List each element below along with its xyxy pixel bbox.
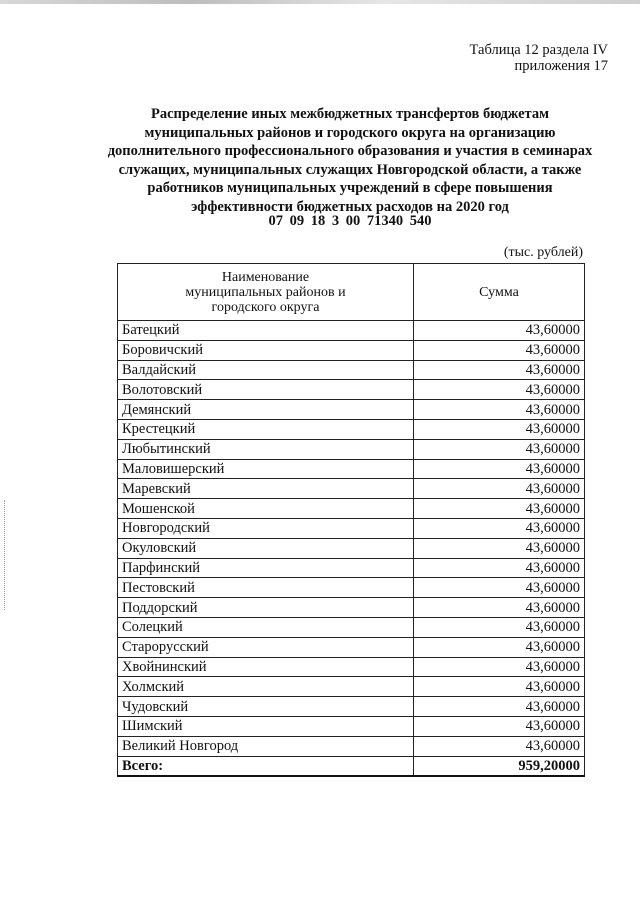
district-amount: 43,60000: [414, 657, 585, 677]
table-row: [118, 558, 585, 578]
budget-code: 07 09 18 3 00 71340 540: [268, 213, 432, 229]
district-name: Шимский: [118, 716, 414, 736]
district-name: Любытинский: [118, 439, 414, 459]
table-row: [118, 716, 585, 736]
table-row: [118, 479, 585, 499]
table-row: [118, 677, 585, 697]
table-row: [118, 439, 585, 459]
district-amount: 43,60000: [414, 578, 585, 598]
district-amount: 43,60000: [414, 736, 585, 756]
district-name: Валдайский: [118, 360, 414, 380]
district-name: Окуловский: [118, 538, 414, 558]
district-name: Великий Новгород: [118, 736, 414, 756]
reference-line-1: Таблица 12 раздела IV: [469, 42, 608, 58]
table-row: [118, 380, 585, 400]
total-row: [118, 756, 585, 776]
title-line: дополнительного профессионального образования и участия в семинарах: [107, 143, 593, 159]
title-line: служащих, муниципальных служащих Новгородской области, а также: [118, 161, 582, 178]
district-name: Чудовский: [118, 697, 414, 717]
district-amount: 43,60000: [414, 637, 585, 657]
district-amount: 43,60000: [414, 697, 585, 717]
title-line: работников муниципальных учреждений в сфере повышения: [147, 180, 553, 196]
district-amount: 43,60000: [414, 518, 585, 538]
table-row: [118, 617, 585, 637]
district-name: Солецкий: [118, 617, 414, 637]
scan-edge-artifact: [0, 0, 640, 4]
district-amount: 43,60000: [414, 321, 585, 341]
district-amount: 43,60000: [414, 677, 585, 697]
district-name: Батецкий: [118, 321, 414, 341]
allocation-table: [117, 263, 585, 777]
district-name: Крестецкий: [118, 419, 414, 439]
title-line: эффективности бюджетных расходов на 2020 год: [191, 198, 509, 215]
table-reference: [470, 42, 608, 74]
reference-line-2: приложения 17: [514, 58, 608, 74]
table-row: [118, 657, 585, 677]
header-name-line: муниципальных районов и: [185, 284, 346, 300]
scan-margin-artifact: [4, 500, 6, 610]
district-name: Демянский: [118, 400, 414, 420]
column-header-sum: Сумма: [414, 264, 585, 321]
table-body: [118, 321, 585, 757]
table-row: [118, 499, 585, 519]
table-row: [118, 736, 585, 756]
unit-label: (тыс. рублей): [503, 245, 583, 260]
table-row: [118, 637, 585, 657]
table-row: [118, 518, 585, 538]
district-amount: 43,60000: [414, 598, 585, 618]
table-header-row: [118, 264, 585, 321]
district-amount: 43,60000: [414, 499, 585, 519]
district-amount: 43,60000: [414, 479, 585, 499]
district-name: Парфинский: [118, 558, 414, 578]
title-line: муниципальных районов и городского округа на организацию: [144, 124, 556, 141]
table-row: [118, 321, 585, 341]
table-row: [118, 538, 585, 558]
document-title: [95, 105, 605, 216]
district-name: Маревский: [118, 479, 414, 499]
table-row: [118, 340, 585, 360]
district-name: Мошенской: [118, 499, 414, 519]
district-name: Маловишерский: [118, 459, 414, 479]
total-label: Всего:: [118, 756, 414, 776]
district-amount: 43,60000: [414, 340, 585, 360]
table-row: [118, 419, 585, 439]
district-name: Волотовский: [118, 380, 414, 400]
district-name: Пестовский: [118, 578, 414, 598]
district-amount: 43,60000: [414, 716, 585, 736]
title-line: Распределение иных межбюджетных трансфертов бюджетам: [151, 106, 549, 122]
table-row: [118, 459, 585, 479]
district-amount: 43,60000: [414, 617, 585, 637]
district-amount: 43,60000: [414, 459, 585, 479]
district-name: Поддорский: [118, 598, 414, 618]
total-value: 959,20000: [414, 756, 585, 776]
table-row: [118, 598, 585, 618]
district-amount: 43,60000: [414, 538, 585, 558]
table-row: [118, 697, 585, 717]
table-row: [118, 578, 585, 598]
district-name: Хвойнинский: [118, 657, 414, 677]
table-row: [118, 360, 585, 380]
header-name-line: Наименование: [221, 269, 310, 285]
district-name: Холмский: [118, 677, 414, 697]
district-amount: 43,60000: [414, 400, 585, 420]
district-amount: 43,60000: [414, 380, 585, 400]
column-header-name: [118, 264, 414, 321]
table-row: [118, 400, 585, 420]
district-name: Новгородский: [118, 518, 414, 538]
district-name: Старорусский: [118, 637, 414, 657]
district-amount: 43,60000: [414, 439, 585, 459]
header-name-line: городского округа: [211, 299, 320, 315]
district-name: Боровичский: [118, 340, 414, 360]
district-amount: 43,60000: [414, 419, 585, 439]
district-amount: 43,60000: [414, 360, 585, 380]
district-amount: 43,60000: [414, 558, 585, 578]
